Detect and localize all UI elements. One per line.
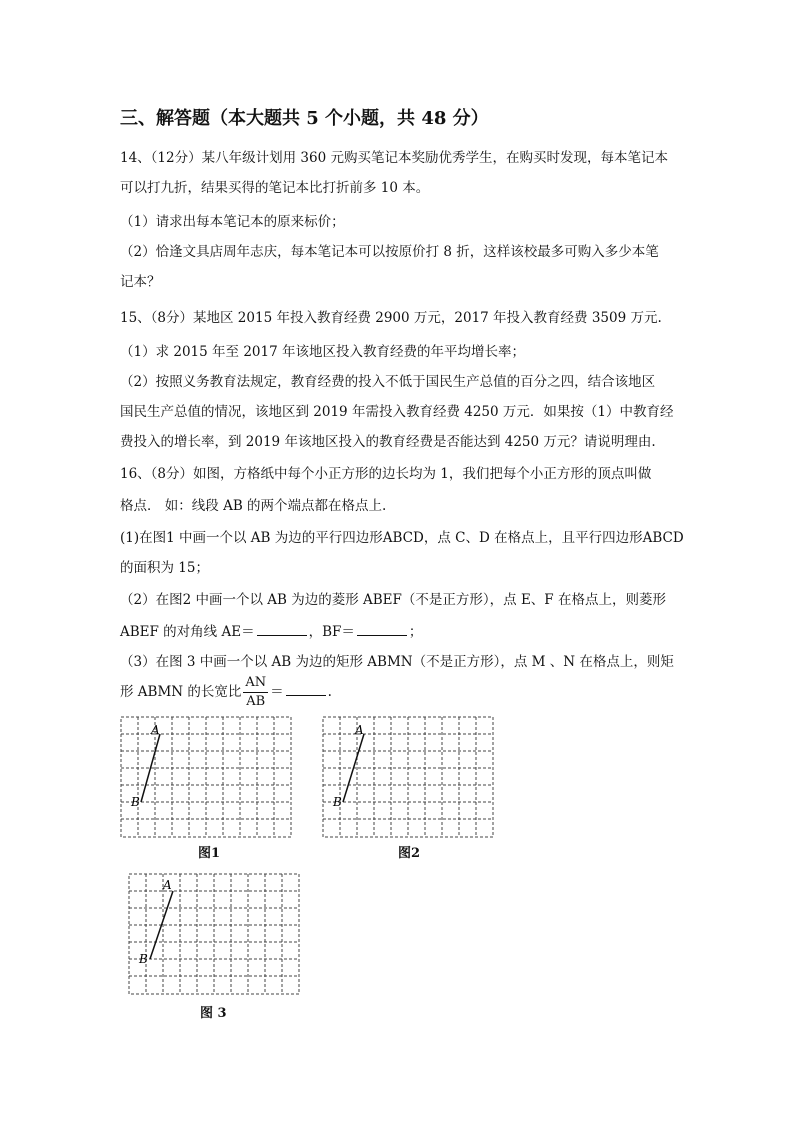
q15-part2-c: 费投入的增长率，到 2019 年该地区投入的教育经费是否能达到 4250 万元？请说明理由. xyxy=(120,434,656,450)
point-a-label: A xyxy=(355,723,364,737)
q16-part2-b-end: ； xyxy=(408,624,423,640)
point-a-label: A xyxy=(151,723,160,737)
grid-figure-3 xyxy=(128,873,300,995)
q16-part2-b-text: ABEF 的对角线 AE＝ xyxy=(120,624,255,640)
point-b-label: B xyxy=(139,952,148,966)
grid-lines xyxy=(129,874,299,994)
section-title: 三、解答题（本大题共 5 个小题，共 48 分） xyxy=(120,108,489,129)
grid-lines xyxy=(323,717,493,837)
q16-part3-b-eq: ＝ xyxy=(270,684,284,700)
grid-figure-1 xyxy=(120,716,292,838)
q16-part2-b-mid: ，BF＝ xyxy=(308,624,355,640)
answer-blank-ratio[interactable] xyxy=(286,683,326,696)
q16-part3-b-end: . xyxy=(327,684,332,700)
q15-line1: 15、（8分）某地区 2015 年投入教育经费 2900 万元，2017 年投入教育经费 3509 万元. xyxy=(120,310,662,326)
q16-line1: 16、（8分）如图，方格纸中每个小正方形的边长均为 1，我们把每个小正方形的顶点叫做 xyxy=(120,466,652,482)
fraction-denominator: AB xyxy=(246,694,266,709)
q16-part3-b xyxy=(120,674,332,711)
q16-part2-b xyxy=(120,620,422,640)
q14-part2-b: 记本？ xyxy=(120,274,161,290)
grid-lines xyxy=(121,717,291,837)
answer-blank-bf[interactable] xyxy=(357,623,407,636)
grid-figure-2 xyxy=(322,716,494,838)
answer-blank-ae[interactable] xyxy=(257,623,307,636)
q16-part1-a: (1)在图1 中画一个以 AB 为边的平行四边形ABCD，点 C、D 在格点上，且平行四边形ABCD xyxy=(120,530,684,546)
figure-3-caption: 图 3 xyxy=(200,1006,227,1021)
q16-part2-a: （2）在图2 中画一个以 AB 为边的菱形 ABEF（不是正方形），点 E、F 在格点上，则菱形 xyxy=(120,592,666,608)
point-b-label: B xyxy=(131,795,140,809)
q16-part1-b: 的面积为 15； xyxy=(120,560,209,576)
q16-part3-b-text: 形 ABMN 的长宽比 xyxy=(120,684,242,700)
q16-line2: 格点． 如：线段 AB 的两个端点都在格点上. xyxy=(120,498,387,514)
q14-line1: 14、（12分）某八年级计划用 360 元购买笔记本奖励优秀学生，在购买时发现，每本笔记本 xyxy=(120,150,668,166)
q15-part2-b: 国民生产总值的情况，该地区到 2019 年需投入教育经费 4250 万元．如果按（1）中教育经 xyxy=(120,404,674,420)
q16-part3-a: （3）在图 3 中画一个以 AB 为边的矩形 ABMN（不是正方形），点 M 、N 在格点上，则矩 xyxy=(120,654,674,670)
point-b-label: B xyxy=(333,795,342,809)
point-a-label: A xyxy=(163,878,172,892)
q14-line2: 可以打九折，结果买得的笔记本比打折前多 10 本。 xyxy=(120,180,430,196)
q14-part1: （1）请求出每本笔记本的原来标价； xyxy=(120,214,345,230)
figure-2-caption: 图2 xyxy=(398,846,421,861)
q15-part2-a: （2）按照义务教育法规定，教育经费的投入不低于国民生产总值的百分之四，结合该地区 xyxy=(120,374,656,390)
figure-1-caption: 图1 xyxy=(198,846,221,861)
q14-part2-a: （2）恰逢文具店周年志庆，每本笔记本可以按原价打 8 折，这样该校最多可购入多少本笔 xyxy=(120,244,659,260)
fraction-numerator: AN xyxy=(243,674,268,693)
fraction-an-ab xyxy=(243,674,268,711)
q15-part1: （1）求 2015 年至 2017 年该地区投入教育经费的年平均增长率； xyxy=(120,344,525,360)
